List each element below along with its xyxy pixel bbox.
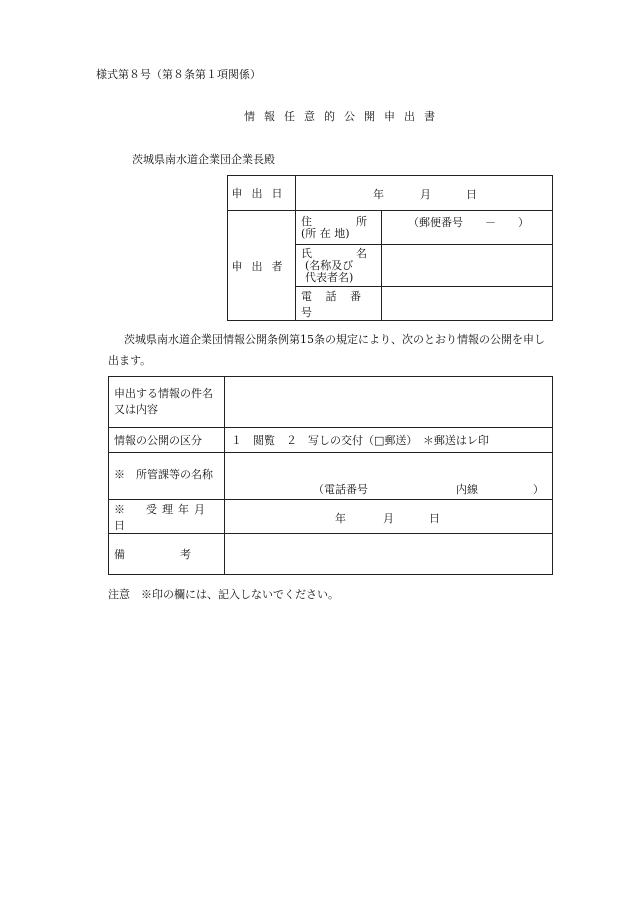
- phone-field[interactable]: [382, 287, 553, 321]
- address-label: 住 所: [301, 214, 367, 228]
- date-field[interactable]: [296, 176, 553, 211]
- division-value[interactable]: １ 閲覧 ２ 写しの交付（□郵送） ＊郵送はレ印: [225, 428, 553, 453]
- item-label-2: 又は内容: [114, 403, 158, 416]
- address-sub-label: (所 在 地): [301, 226, 350, 240]
- applicant-table: [227, 175, 553, 321]
- received-year: 年: [335, 512, 346, 525]
- body-text-line1: 茨城県南水道企業団情報公開条例第15条の規定により、次のとおり情報の公開を申し: [124, 333, 545, 346]
- form-number: 様式第８号（第８条第１項関係）: [96, 68, 261, 81]
- phone-label: 電 話 番 号: [296, 287, 382, 321]
- date-year: 年: [373, 188, 384, 201]
- item-label-cell: [109, 377, 225, 428]
- addressee: 茨城県南水道企業団企業長殿: [132, 153, 275, 166]
- name-label-cell: [296, 245, 382, 287]
- address-label-cell: [296, 211, 382, 245]
- postal-code-label: （郵便番号 － ）: [408, 216, 529, 229]
- name-sub-label-1: (名称及び: [305, 258, 354, 272]
- remarks-label: 備 考: [109, 534, 225, 575]
- item-label-1: 申出する情報の件名: [114, 387, 213, 400]
- footer-note: 注意 ※印の欄には、記入しないでください。: [108, 588, 339, 601]
- body-text-line2: 出ます。: [108, 354, 152, 367]
- date-day: 日: [466, 188, 477, 201]
- received-month: 月: [383, 512, 394, 525]
- date-month: 月: [420, 188, 431, 201]
- request-table: [108, 376, 553, 575]
- date-label: 申出日: [228, 176, 296, 211]
- received-field[interactable]: [225, 500, 553, 534]
- applicant-label: 申出者: [228, 211, 296, 321]
- dept-label: ※ 所管課等の名称: [109, 453, 225, 500]
- dept-phone-label: （電話番号 内線 ）: [313, 483, 544, 496]
- name-label: 氏 名: [301, 246, 367, 260]
- division-label: 情報の公開の区分: [109, 428, 225, 453]
- received-label: ※ 受理年月日: [109, 500, 225, 534]
- remarks-field[interactable]: [225, 534, 553, 575]
- name-field[interactable]: [382, 245, 553, 287]
- received-day: 日: [429, 512, 440, 525]
- address-field[interactable]: [382, 211, 553, 245]
- dept-field[interactable]: [225, 453, 553, 500]
- item-field[interactable]: [225, 377, 553, 428]
- name-sub-label-2: 代表者名): [305, 270, 354, 284]
- page-title: 情報任意的公開申出書: [244, 110, 444, 123]
